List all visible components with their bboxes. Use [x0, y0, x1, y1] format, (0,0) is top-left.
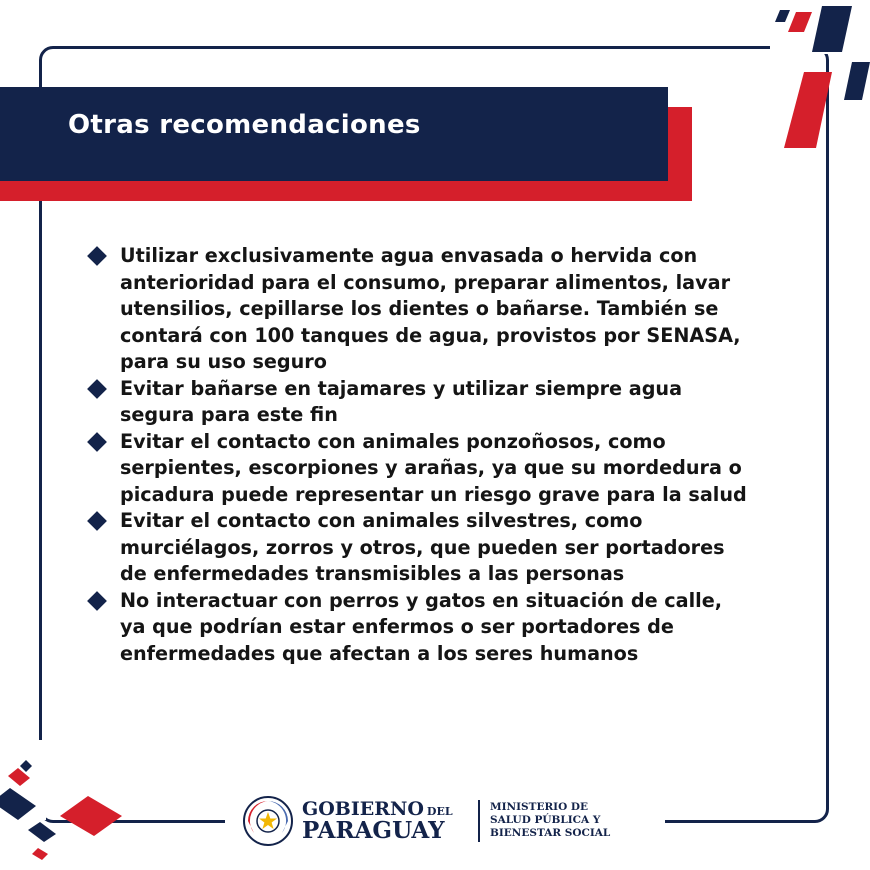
recommendations-list — [88, 243, 750, 667]
page-title: Otras recomendaciones — [68, 110, 421, 140]
footer-logo — [240, 795, 640, 850]
logo-separator — [478, 800, 480, 842]
recommendation-text: Utilizar exclusivamente agua envasada o hervida con anterioridad para el consumo, preparar alimentos, lavar utensilios, cepillarse los dientes o bañarse. También se contará con 100 tanques de agua, provistos por SENASA, para su uso seguro — [120, 244, 741, 373]
recommendation-text: Evitar el contacto con animales silvestres, como murciélagos, zorros y otros, que pueden ser portadores de enfermedades transmisibles a las personas — [120, 509, 725, 585]
list-item — [88, 429, 750, 509]
diamond-bullet-icon — [87, 511, 107, 531]
diamond-bullet-icon — [87, 379, 107, 399]
recommendation-text: No interactuar con perros y gatos en situación de calle, ya que podrían estar enfermos o ser portadores de enfermedades que afectan a los seres humanos — [120, 588, 723, 665]
list-item — [88, 508, 750, 588]
decorative-squares-top — [760, 0, 870, 160]
government-emblem-icon — [240, 795, 296, 847]
list-item — [88, 243, 750, 376]
recommendation-text: Evitar el contacto con animales ponzoñosos, como serpientes, escorpiones y arañas, ya que su mordedura o picadura puede representar un riesgo grave para la salud — [120, 429, 747, 506]
recommendation-text: Evitar bañarse en tajamares y utilizar siempre agua segura para este fin — [120, 376, 683, 426]
gobierno-label: GOBIERNO DEL — [302, 798, 453, 820]
list-item — [88, 376, 750, 429]
diamond-bullet-icon — [87, 246, 107, 266]
ministerio-label: MINISTERIO DE SALUD PÚBLICA Y BIENESTAR SOCIAL — [490, 801, 611, 839]
diamond-bullet-icon — [87, 432, 107, 452]
list-item — [88, 588, 750, 668]
decorative-squares-bottom — [0, 750, 140, 865]
paraguay-label: PARAGUAY — [302, 817, 445, 844]
diamond-bullet-icon — [87, 591, 107, 611]
